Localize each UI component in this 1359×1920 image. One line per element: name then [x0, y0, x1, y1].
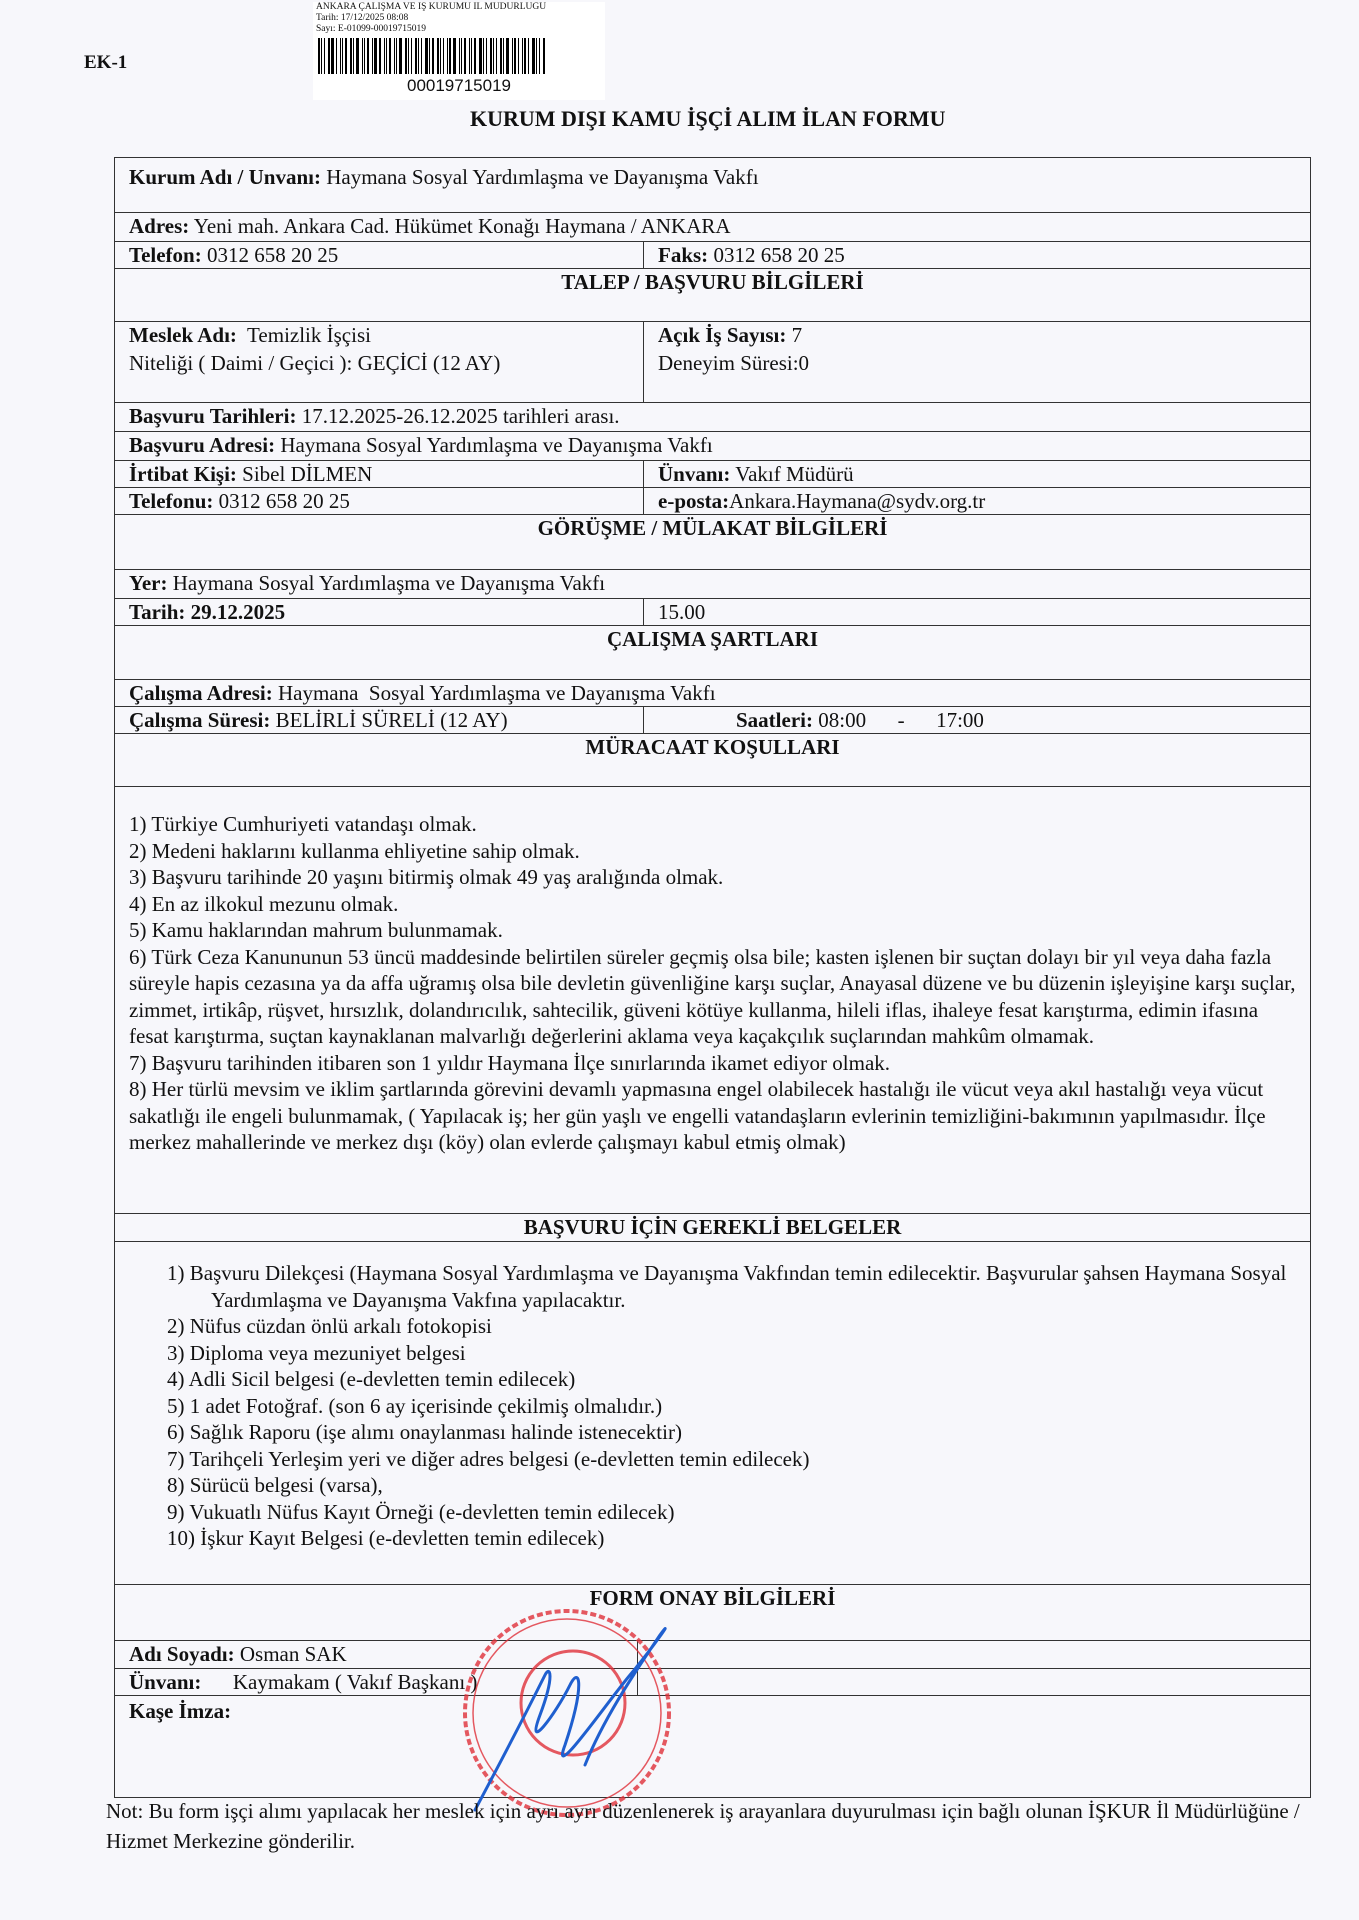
barcode-bar — [464, 38, 466, 74]
barcode-bar — [474, 38, 476, 74]
document-item: 9) Vukuatlı Nüfus Kayıt Örneği (e-devletten temin edilecek) — [167, 1499, 675, 1524]
barcode-bar — [500, 38, 502, 74]
barcode-bar — [408, 38, 409, 74]
barcode-bar — [318, 38, 320, 74]
app-address-value: Haymana Sosyal Yardımlaşma ve Dayanışma Vakfı — [280, 433, 713, 457]
registry-barcode-label — [313, 2, 605, 100]
barcode-bar — [389, 38, 391, 74]
condition-item: 1) Türkiye Cumhuriyeti vatandaşı olmak. — [129, 812, 477, 836]
barcode-bar — [356, 38, 359, 74]
barcode-bar — [447, 38, 448, 74]
barcode-bar — [331, 38, 334, 74]
barcode-bar — [469, 38, 470, 74]
phone-value: 0312 658 20 25 — [206, 243, 339, 267]
barcode-bar — [321, 38, 322, 74]
condition-item: 2) Medeni haklarını kullanma ehliyetine sahip olmak. — [129, 838, 580, 863]
work-hours-separator: - — [897, 708, 905, 732]
institution-value: Haymana Sosyal Yardımlaşma ve Dayanışma Vakfı — [326, 165, 759, 189]
condition-item: 4) En az ilkokul mezunu olmak. — [129, 891, 399, 916]
barcode-bar — [425, 38, 428, 74]
barcode-bar — [471, 38, 472, 74]
interview-time-value: 15.00 — [658, 600, 706, 624]
work-hours-label: Saatleri: — [736, 708, 813, 732]
contact-phone-row — [115, 487, 1310, 514]
barcode-bar — [459, 38, 460, 74]
barcode-bar — [493, 38, 494, 74]
work-address-row — [115, 679, 1310, 706]
barcode-bar — [429, 38, 430, 74]
email-label: e-posta: — [658, 489, 730, 513]
work-hours-start: 08:00 — [818, 708, 867, 732]
document-item: 10) İşkur Kayıt Belgesi (e-devletten temin edilecek) — [167, 1526, 605, 1550]
stamp-signature-label: Kaşe İmza: — [129, 1699, 232, 1723]
barcode-bar — [506, 38, 509, 74]
contact-title-label: Ünvanı: — [658, 462, 731, 486]
interview-date-label: Tarih: — [129, 600, 186, 624]
annex-label: EK-1 — [84, 52, 128, 73]
interview-place-label: Yer: — [129, 571, 168, 595]
document-item: 2) Nüfus cüzdan önlü arkalı fotokopisi — [167, 1314, 492, 1338]
barcode-bar — [432, 38, 434, 74]
work-address-value: Haymana Sosyal Yardımlaşma ve Dayanışma Vakfı — [277, 681, 716, 705]
approver-name-label: Adı Soyadı: — [129, 1642, 235, 1666]
institution-label: Kurum Adı / Unvanı: — [129, 165, 321, 189]
barcode-bar — [443, 38, 444, 74]
occupation-value: Temizlik İşçisi — [247, 323, 371, 347]
barcode-bar — [449, 38, 451, 74]
document-item: 8) Sürücü belgesi (varsa), — [167, 1473, 383, 1497]
condition-item: 3) Başvuru tarihinde 20 yaşını bitirmiş olmak 49 yaş aralığında olmak. — [129, 865, 724, 889]
condition-item: 6) Türk Ceza Kanununun 53 üncü maddesinde belirtilen süreler geçmiş olsa bile; kasten işlenen bir suçtan dolayı bir yıl veya daha fazla süreyle hapis cezasına ya da affa uğramış olsa bile devletin güvenliğine karşı suçlar, Anayasal düzene ve bu düzenin işleyişine karşı suçlar, zimmet, irtikâp, rüşvet, hırsızlık, dolandırıcılık, sahtecilik, güveni kötüye kullanma, hileli iflas, ihaleye fesat karıştırma, edimin ifasına fesat karıştırma, suçtan kaynaklanan malvarlığı değerlerini aklama veya kaçakçılık suçlarından mahkûm olmamak. — [129, 944, 1296, 1048]
barcode-bar — [479, 38, 482, 74]
section-calisma: ÇALIŞMA ŞARTLARI — [115, 625, 1310, 679]
interview-date-value: 29.12.2025 — [190, 600, 286, 624]
phone-label: Telefon: — [129, 243, 202, 267]
work-duration-value: BELİRLİ SÜRELİ (12 AY) — [275, 708, 508, 732]
barcode-date: Tarih: 17/12/2025 08:08 — [316, 13, 409, 23]
work-address-label: Çalışma Adresi: — [129, 681, 273, 705]
stamp-signature-row — [115, 1695, 1310, 1797]
document-item: 4) Adli Sicil belgesi (e-devletten temin edilecek) — [167, 1367, 576, 1391]
barcode-bar — [483, 38, 484, 74]
barcode-bar — [532, 38, 535, 74]
work-duration-row — [115, 706, 1310, 733]
fax-label: Faks: — [658, 243, 709, 267]
barcode-bar — [399, 38, 402, 74]
documents-block — [115, 1241, 1310, 1584]
document-item: 6) Sağlık Raporu (işe alımı onaylanması halinde istenecektir) — [167, 1420, 682, 1444]
barcode-bar — [524, 38, 526, 74]
approver-title-label: Ünvanı: — [129, 1670, 202, 1694]
section-gorusme: GÖRÜŞME / MÜLAKAT BİLGİLERİ — [115, 514, 1310, 569]
section-muracaat: MÜRACAAT KOŞULLARI — [115, 733, 1310, 786]
approver-title-value: Kaymakam ( Vakıf Başkanı ) — [232, 1670, 478, 1694]
barcode-bar — [353, 38, 354, 74]
barcode-bar — [336, 38, 337, 74]
barcode-bar — [503, 38, 504, 74]
barcode-org: ANKARA ÇALIŞMA VE İŞ KURUMU İL MÜDÜRLÜĞÜ — [316, 2, 547, 12]
barcode-bar — [342, 38, 343, 74]
nature-row — [115, 350, 1310, 402]
barcode-bar — [386, 38, 387, 74]
condition-item: 7) Başvuru tarihinden itibaren son 1 yıldır Haymana İlçe sınırlarında ikamet ediyor olmak. — [129, 1050, 891, 1075]
barcode-bars — [318, 38, 605, 74]
email-value[interactable]: Ankara.Haymana@sydv.org.tr — [729, 489, 986, 513]
barcode-bar — [486, 38, 487, 74]
app-address-row — [115, 431, 1310, 460]
interview-date-row — [115, 598, 1310, 625]
openings-value: 7 — [791, 323, 803, 347]
form-table — [114, 157, 1311, 1798]
barcode-bar — [522, 38, 523, 74]
barcode-bar — [518, 38, 519, 74]
condition-item: 5) Kamu haklarından mahrum bulunmamak. — [129, 918, 503, 942]
interview-place-value: Haymana Sosyal Yardımlaşma ve Dayanışma Vakfı — [172, 571, 606, 595]
app-address-label: Başvuru Adresi: — [129, 433, 276, 457]
address-row — [115, 212, 1310, 241]
condition-item: 8) Her türlü mevsim ve iklim şartlarında görevini devamlı yapmasına engel olabilecek hastalığı ile vücut veya akıl hastalığı veya vücut sakatlığı ile engeli bulunmamak, ( Yapılacak iş; her gün yaşlı ve engelli vatandaşların evlerinin temizliğini-bakımının yapılmasıdır. İlçe merkez mahallerinde ve merkez dışı (köy) olan evlerde çalışmayı kabul etmiş olmak) — [129, 1077, 1266, 1154]
barcode-bar — [496, 38, 497, 74]
contact-row — [115, 460, 1310, 487]
barcode-bar — [379, 38, 381, 74]
barcode-bar — [384, 38, 385, 74]
barcode-code: 00019715019 — [406, 76, 511, 95]
barcode-bar — [415, 38, 417, 74]
barcode-bar — [461, 38, 462, 74]
barcode-bar — [543, 38, 545, 74]
conditions-block — [115, 786, 1310, 1213]
experience-value: Deneyim Süresi:0 — [658, 351, 810, 375]
dates-row — [115, 402, 1310, 431]
barcode-bar — [328, 38, 330, 74]
barcode-bar — [340, 38, 341, 74]
dates-label: Başvuru Tarihleri: — [129, 404, 297, 428]
section-talep: TALEP / BAŞVURU BİLGİLERİ — [115, 268, 1310, 321]
barcode-bar — [411, 38, 412, 74]
work-hours-end: 17:00 — [936, 708, 984, 732]
contact-value: Sibel DİLMEN — [242, 462, 373, 486]
dates-value: 17.12.2025-26.12.2025 tarihleri arası. — [301, 404, 620, 428]
barcode-bar — [418, 38, 419, 74]
nature-value: GEÇİCİ (12 AY) — [357, 351, 501, 375]
barcode-bar — [396, 38, 397, 74]
barcode-bar — [372, 38, 373, 74]
barcode-bar — [324, 38, 325, 74]
document-item: 7) Tarihçeli Yerleşim yeri ve diğer adres belgesi (e-devletten temin edilecek) — [167, 1446, 810, 1471]
barcode-bar — [528, 38, 529, 74]
barcode-bar — [350, 38, 352, 74]
barcode-bar — [367, 38, 369, 74]
contact-phone-label: Telefonu: — [129, 489, 214, 513]
barcode-bar — [421, 38, 422, 74]
barcode-bar — [362, 38, 363, 74]
barcode-bar — [539, 38, 540, 74]
barcode-bar — [536, 38, 537, 74]
barcode-bar — [440, 38, 441, 74]
footer-note: Not: Bu form işçi alımı yapılacak her meslek için ayrı ayrı düzenlenerek iş arayanlara duyurulması için bağlı olunan İŞKUR İl Müdürlüğüne / Hizmet Merkezine gönderilir. — [106, 1799, 1300, 1853]
barcode-bar — [514, 38, 516, 74]
work-duration-label: Çalışma Süresi: — [129, 708, 271, 732]
phone-fax-row — [115, 241, 1310, 268]
barcode-bar — [405, 38, 407, 74]
form-title: KURUM DIŞI KAMU İŞÇİ ALIM İLAN FORMU — [470, 106, 946, 131]
approver-title-row — [115, 1668, 1310, 1695]
approver-name-row — [115, 1640, 1310, 1668]
approver-name-empty-cell — [637, 1641, 652, 1668]
barcode-bar — [364, 38, 365, 74]
address-value: Yeni mah. Ankara Cad. Hükümet Konağı Haymana / ANKARA — [193, 214, 731, 238]
fax-value: 0312 658 20 25 — [713, 243, 845, 267]
document-item: 1) Başvuru Dilekçesi (Haymana Sosyal Yardımlaşma ve Dayanışma Vakfından temin edilecektir. Başvurular şahsen Haymana Sosyal Yardımlaşma ve Dayanışma Vakfına yapılacaktır. — [167, 1261, 1287, 1312]
institution-row — [115, 158, 1310, 212]
occupation-label: Meslek Adı: — [129, 323, 237, 347]
barcode-bar — [512, 38, 513, 74]
occupation-row — [115, 321, 1310, 350]
document-item: 5) 1 adet Fotoğraf. (son 6 ay içerisinde çekilmiş olmalıdır.) — [167, 1393, 663, 1418]
section-onay: FORM ONAY BİLGİLERİ — [115, 1584, 1310, 1640]
contact-phone-value: 0312 658 20 25 — [218, 489, 350, 513]
nature-label: Niteliği ( Daimi / Geçici ): — [129, 351, 353, 375]
barcode-bar — [453, 38, 456, 74]
contact-title-value: Vakıf Müdürü — [735, 462, 854, 486]
barcode-bar — [394, 38, 395, 74]
barcode-bar — [345, 38, 347, 74]
section-belgeler: BAŞVURU İÇİN GEREKLİ BELGELER — [115, 1213, 1310, 1241]
interview-place-row — [115, 569, 1310, 598]
address-label: Adres: — [129, 214, 190, 238]
barcode-number: Sayı: E-01099-00019715019 — [316, 24, 427, 34]
barcode-bar — [437, 38, 439, 74]
approver-name-value: Osman SAK — [239, 1642, 347, 1666]
contact-label: İrtibat Kişi: — [129, 462, 237, 486]
barcode-bar — [490, 38, 492, 74]
document-item: 3) Diploma veya mezuniyet belgesi — [167, 1340, 466, 1365]
conditions-list — [115, 787, 1310, 1156]
openings-label: Açık İş Sayısı: — [658, 323, 787, 347]
approver-title-empty-cell — [637, 1669, 652, 1695]
documents-list — [115, 1242, 1310, 1552]
barcode-bar — [374, 38, 377, 74]
